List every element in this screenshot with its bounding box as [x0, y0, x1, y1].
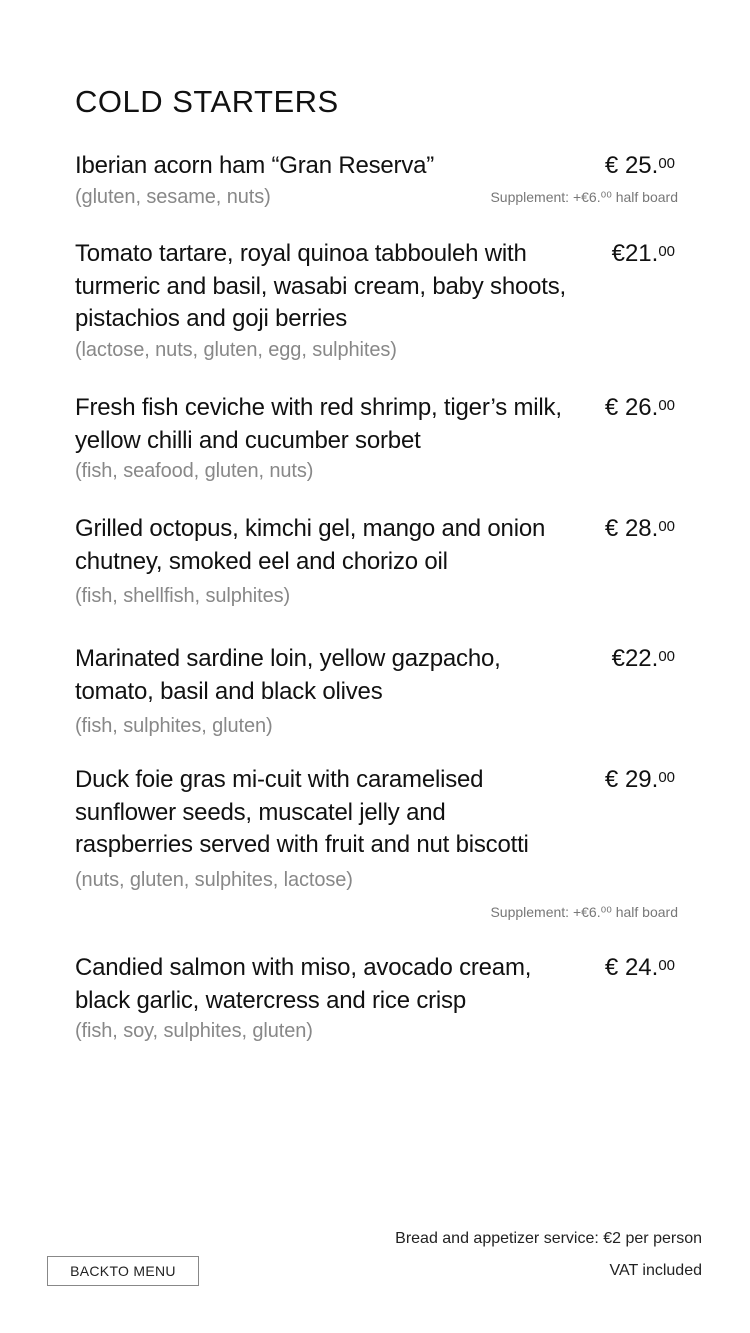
menu-item	[75, 392, 678, 485]
dish-allergens: (fish, seafood, gluten, nuts)	[75, 460, 314, 482]
dish-allergens: (gluten, sesame, nuts)	[75, 185, 271, 208]
dish-name: Duck foie gras mi-cuit with caramelised sunflower seeds, muscatel jelly and raspberries served with fruit and nut biscotti	[75, 766, 529, 858]
dish-name: Marinated sardine loin, yellow gazpacho, tomato, basil and black olives	[75, 645, 501, 705]
dish-allergens: (fish, soy, sulphites, gluten)	[75, 1020, 313, 1042]
dish-name: Tomato tartare, royal quinoa tabbouleh with turmeric and basil, wasabi cream, baby shoots, pistachios and goji berries	[75, 240, 567, 332]
dish-allergens: (fish, sulphites, gluten)	[75, 715, 273, 737]
menu-item	[75, 952, 678, 1045]
dish-price: €21.00	[611, 240, 675, 267]
menu-item	[75, 150, 678, 211]
vat-note: VAT included	[609, 1262, 702, 1279]
supplement-note: Supplement: +€6.⁰⁰ half board	[490, 189, 678, 205]
dish-price: € 28.00	[604, 515, 675, 542]
dish-name: Fresh fish ceviche with red shrimp, tiger’s milk, yellow chilli and cucumber sorbet	[75, 394, 562, 454]
menu-item	[75, 238, 678, 364]
menu-item	[75, 513, 678, 610]
supplement-note: Supplement: +€6.⁰⁰ half board	[490, 904, 678, 920]
dish-price: €22.00	[611, 645, 675, 672]
menu-item	[75, 643, 678, 740]
back-to-menu-button[interactable]: BACKTO MENU	[47, 1256, 199, 1286]
dish-allergens: (fish, shellfish, sulphites)	[75, 585, 291, 607]
dish-allergens: (nuts, gluten, sulphites, lactose)	[75, 868, 353, 891]
dish-name: Iberian acorn ham “Gran Reserva”	[75, 152, 435, 179]
dish-price: € 24.00	[604, 954, 675, 981]
menu-item	[75, 764, 678, 920]
dish-name: Grilled octopus, kimchi gel, mango and onion chutney, smoked eel and chorizo oil	[75, 515, 546, 575]
dish-price: € 29.00	[604, 766, 675, 793]
dish-price: € 26.00	[604, 394, 675, 421]
dish-price: € 25.00	[604, 152, 675, 179]
dish-name: Candied salmon with miso, avocado cream, black garlic, watercress and rice crisp	[75, 954, 532, 1014]
dish-allergens: (lactose, nuts, gluten, egg, sulphites)	[75, 338, 397, 361]
page-title: COLD STARTERS	[75, 84, 339, 119]
bread-service-note: Bread and appetizer service: €2 per person	[395, 1230, 702, 1247]
